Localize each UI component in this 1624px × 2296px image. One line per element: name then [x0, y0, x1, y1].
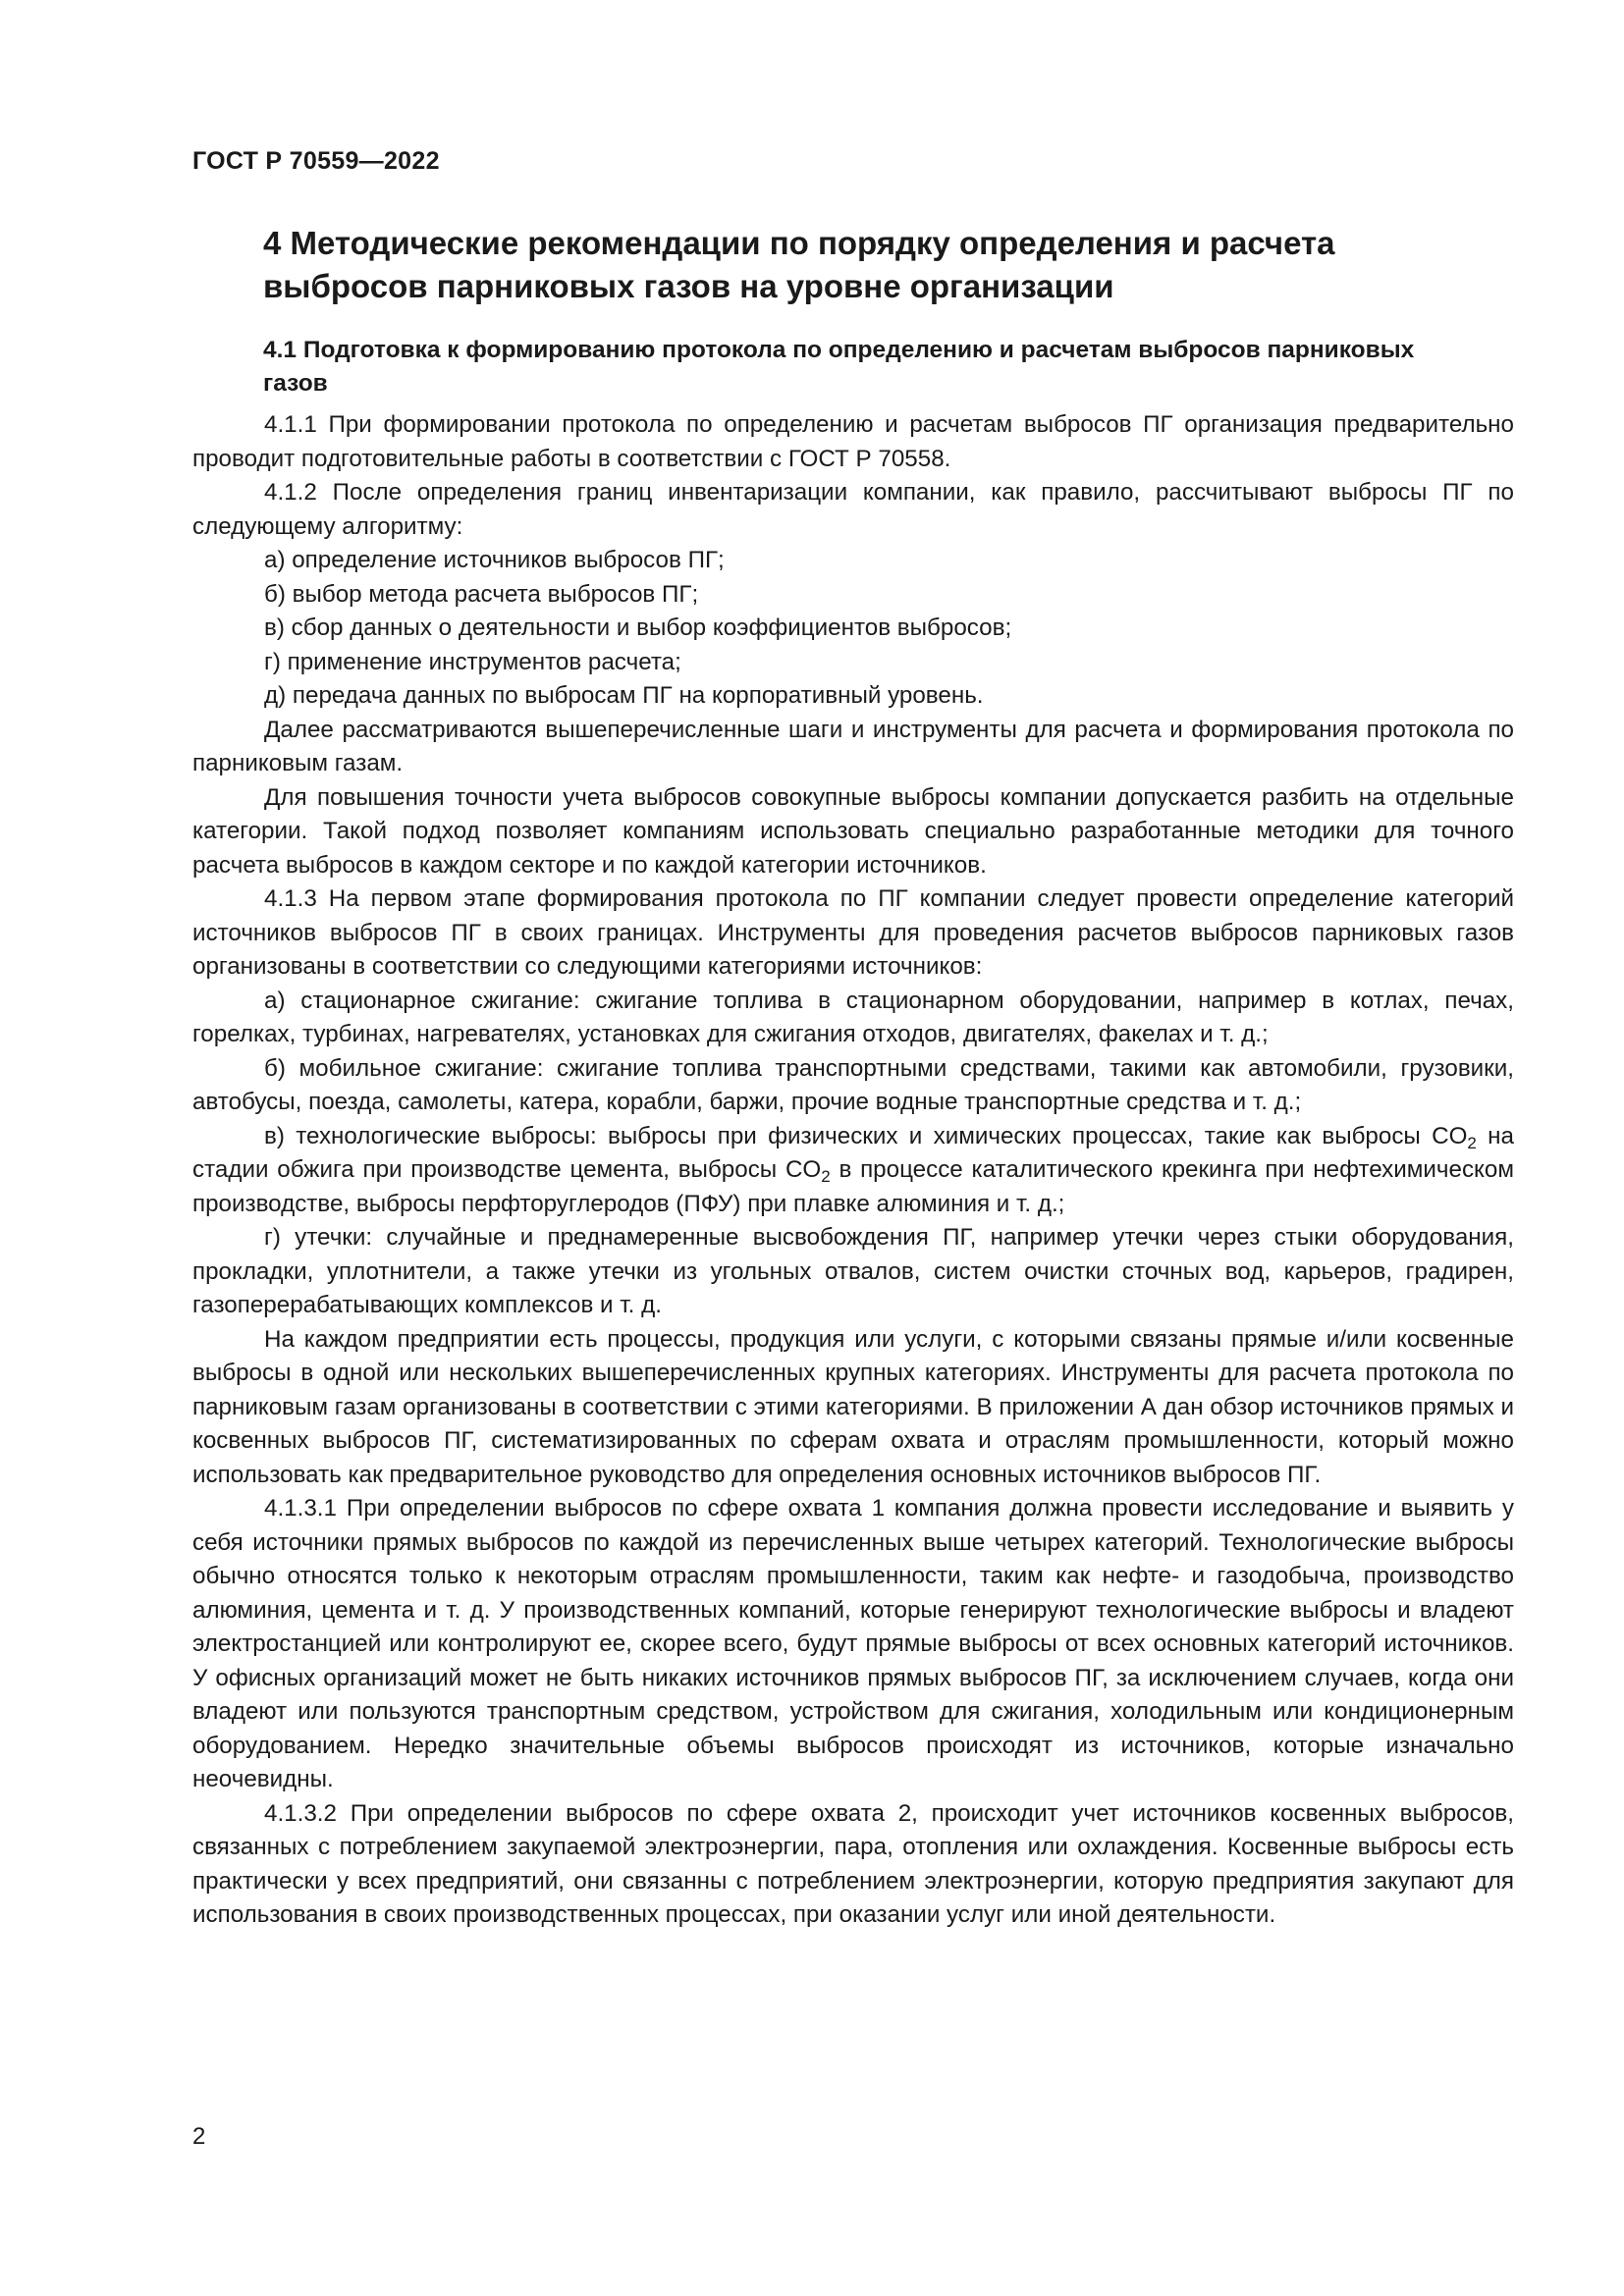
algorithm-item-d: д) передача данных по выбросам ПГ на корпоративный уровень.: [264, 682, 984, 709]
category-item-v: [192, 1120, 1514, 1222]
algorithm-item-g: г) применение инструментов расчета;: [264, 648, 681, 675]
algorithm-item-a: а) определение источников выбросов ПГ;: [264, 547, 725, 573]
category-item-v-part1: в) технологические выбросы: выбросы при физических и химических процессах, такие как выбросы CO: [264, 1122, 1468, 1149]
category-item-v-part2: на стадии обжига при производстве цемента, выбросы CO: [192, 1122, 1514, 1183]
category-item-g: г) утечки: случайные и преднамеренные высвобождения ПГ, например утечки через стыки оборудования, прокладки, уплотнители, а также утечки из угольных отвалов, систем очистки сточных вод, карьеров, градирен, газоперерабатывающих комплексов и т. д.: [192, 1224, 1514, 1318]
category-item-b: б) мобильное сжигание: сжигание топлива транспортными средствами, такими как автомобили, грузовики, автобусы, поезда, самолеты, катера, корабли, баржи, прочие водные транспортные средства и т. д.;: [192, 1054, 1514, 1115]
subsection-title: 4.1 Подготовка к формированию протокола по определению и расчетам выбросов парниковых газов: [263, 337, 1415, 397]
paragraph-4-1-3: 4.1.3 На первом этапе формирования протокола по ПГ компании следует провести определение категорий источников выбросов ПГ в своих границах. Инструменты для проведения расчетов выбросов парниковых газов организованы в соответствии со следующими категориями источников:: [192, 885, 1514, 980]
category-item-a: а) стационарное сжигание: сжигание топлива в стационарном оборудовании, например в котлах, печах, горелках, турбинах, нагревателях, установках для сжигания отходов, двигателях, факелах и т. д.;: [192, 987, 1514, 1047]
paragraph-4-1-3-2: 4.1.3.2 При определении выбросов по сфере охвата 2, происходит учет источников косвенных выбросов, связанных с потреблением закупаемой электроэнергии, пара, отопления или охлаждения. Косвенные выбросы есть практически у всех предприятий, они связанны с потреблением электроэнергии, которую предприятия закупают для использования в своих производственных процессах, при оказании услуг или иной деятельности.: [192, 1799, 1514, 1928]
category-item-v-part3: в процессе каталитического крекинга при нефтехимическом производстве, выбросы перфторуглеродов (ПФУ) при плавке алюминия и т. д.;: [192, 1156, 1514, 1217]
paragraph-accuracy: Для повышения точности учета выбросов совокупные выбросы компании допускается разбить на отдельные категории. Такой подход позволяет компаниям использовать специально разработанные методики для точного расчета выбросов в каждом секторе и по каждой категории источников.: [192, 783, 1514, 879]
document-code-header: ГОСТ Р 70559—2022: [192, 147, 440, 175]
section-title: 4 Методические рекомендации по порядку определения и расчета выбросов парниковых газов на уровне организации: [263, 225, 1335, 304]
page-content: [192, 222, 1514, 1933]
paragraph-processes: На каждом предприятии есть процессы, продукция или услуги, с которыми связаны прямые и/или косвенные выбросы в одной или нескольких вышеперечисленных крупных категориях. Инструменты для расчета протокола по парниковым газам организованы в соответствии с этими категориями. В приложении А дан обзор источников прямых и косвенных выбросов ПГ, систематизированных по сферам охвата и отраслям промышленности, который можно использовать как предварительное руководство для определения основных источников выбросов ПГ.: [192, 1325, 1514, 1488]
co2-subscript: 2: [1467, 1133, 1477, 1152]
paragraph-steps-note: Далее рассматриваются вышеперечисленные шаги и инструменты для расчета и формирования протокола по парниковым газам.: [192, 716, 1514, 776]
algorithm-item-b: б) выбор метода расчета выбросов ПГ;: [264, 580, 699, 608]
page-number: 2: [192, 2123, 206, 2150]
paragraph-4-1-3-1: 4.1.3.1 При определении выбросов по сфере охвата 1 компания должна провести исследование и выявить у себя источники прямых выбросов по каждой из перечисленных выше четырех категорий. Технологические выбросы обычно относятся только к некоторым отраслям промышленности, таким как нефте- и газодобыча, производство алюминия, цемента и т. д. У производственных компаний, которые генерируют технологические выбросы и владеют электростанцией или контролируют ее, скорее всего, будут прямые выбросы от всех основных категорий источников. У офисных организаций может не быть никаких источников прямых выбросов ПГ, за исключением случаев, когда они владеют или пользуются транспортным средством, устройством для сжигания, холодильным или кондиционерным оборудованием. Нередко значительные объемы выбросов происходят из источников, которые изначально неочевидны.: [192, 1495, 1514, 1792]
algorithm-item-v: в) сбор данных о деятельности и выбор коэффициентов выбросов;: [264, 614, 1012, 641]
co2-subscript: 2: [821, 1167, 831, 1186]
paragraph-4-1-2: 4.1.2 После определения границ инвентаризации компании, как правило, рассчитывают выбросы ПГ по следующему алгоритму:: [192, 479, 1514, 540]
paragraph-4-1-1: 4.1.1 При формировании протокола по определению и расчетам выбросов ПГ организация предварительно проводит подготовительные работы в соответствии с ГОСТ Р 70558.: [192, 411, 1514, 472]
